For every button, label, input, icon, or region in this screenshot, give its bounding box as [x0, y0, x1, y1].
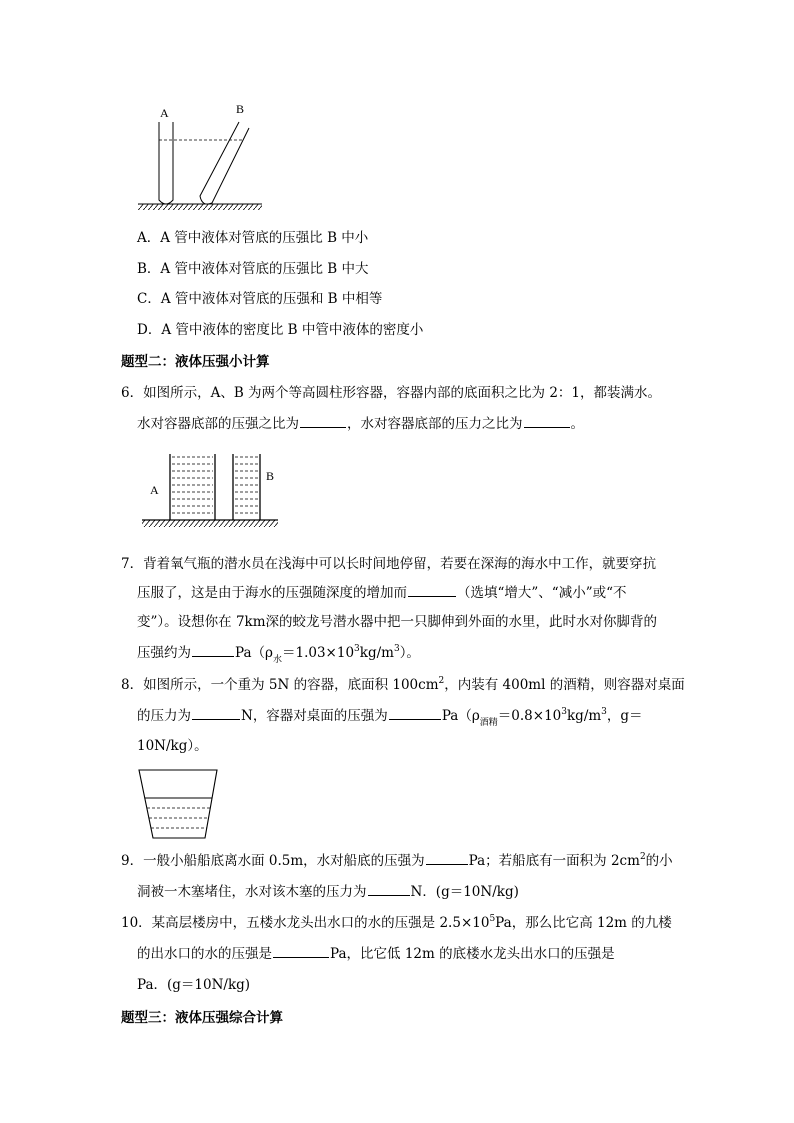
section2-title: 题型二：液体压强小计算 — [121, 354, 270, 370]
container-a-label: A — [150, 483, 159, 497]
q8-blank-pressure[interactable] — [389, 707, 441, 720]
option-a: A．A 管中液体对管底的压强比 B 中小 — [137, 230, 369, 246]
q6-blank-pressure-ratio[interactable] — [300, 415, 346, 428]
q10-line3: Pa．(g＝10N/kg) — [137, 977, 251, 993]
q8-line1: 8．如图所示，一个重为 5N 的容器，底面积 $100cm^2$，内装有 400ml 的酒精，则容器对桌面 — [121, 675, 685, 693]
q7-blank-pressure[interactable] — [192, 644, 234, 657]
tube-a — [159, 122, 173, 204]
option-d: D．A 管中液体的密度比 B 中管中液体的密度小 — [137, 322, 424, 338]
q6-text-b: ，水对容器底部的压力之比为 — [347, 416, 523, 432]
containers-figure — [140, 448, 280, 536]
q9-blank-pressure[interactable] — [426, 852, 468, 865]
q8-line3: 10N/kg）。 — [137, 738, 208, 754]
container-b-label: B — [266, 469, 275, 483]
q8-blank-force[interactable] — [192, 707, 240, 720]
q10-line2: 的出水口的水的压强是 Pa，比它低 12m 的底楼水龙头出水口的压强是 — [137, 946, 615, 962]
q7-line4: 压强约为 $Pa(\rho_水=1.03\times 10^3kg/m^3)$。 — [137, 643, 420, 665]
q6-line2 — [137, 415, 584, 433]
q10-blank-ninth-floor[interactable] — [273, 945, 329, 958]
ground-hatch — [142, 520, 278, 527]
q6-text-a: 水对容器底部的压强之比为 — [137, 416, 299, 432]
section3-title: 题型三：液体压强综合计算 — [121, 1010, 283, 1026]
q7-text-a: 压服了，这是由于海水的压强随深度的增加而 — [137, 585, 407, 601]
tube-b — [200, 122, 249, 204]
option-b: B．A 管中液体对管底的压强比 B 中大 — [137, 261, 369, 277]
q6-text-c: 。 — [570, 416, 584, 432]
q9-line1: 9．一般小船船底离水面 0.5m，水对船底的压强为 Pa；若船底有一面积为 $2cm^2$的小 — [121, 851, 673, 869]
q8-line2: 的压力为 N，容器对桌面的压强为 $Pa(\rho_{酒精}=0.8\times 10^3kg/m^3$，g＝ — [137, 706, 643, 728]
alcohol-container-figure — [137, 768, 221, 840]
q7-line3: 变”）。设想你在 7km深的蛟龙号潜水器中把一只脚伸到外面的水里，此时水对你脚背的 — [137, 614, 658, 630]
q7-blank-change[interactable] — [408, 584, 456, 597]
container-a — [170, 454, 215, 520]
ground-hatch — [138, 204, 262, 210]
tube-b-label: B — [236, 102, 245, 116]
tube-a-label: A — [160, 106, 169, 120]
q9-line2: 洞被一木塞堵住，水对该木塞的压力为 N．(g＝10N/kg) — [137, 884, 519, 900]
tubes-figure — [130, 100, 270, 215]
q7-line1: 7．背着氧气瓶的潜水员在浅海中可以长时间地停留，若要在深海的海水中工作，就要穿抗 — [121, 556, 657, 572]
q6-blank-force-ratio[interactable] — [524, 415, 570, 428]
q7-text-b: （选填“增大”、“减小”或“不 — [457, 585, 627, 601]
option-c: C．A 管中液体对管底的压强和 B 中相等 — [137, 291, 383, 307]
q7-line2 — [137, 584, 627, 602]
liquid-lines — [145, 798, 212, 828]
container-b — [233, 454, 260, 520]
q6-line1: 6．如图所示，A、B 为两个等高圆柱形容器，容器内部的底面积之比为 2：1，都装满水。 — [121, 385, 662, 401]
q9-blank-force[interactable] — [368, 883, 410, 896]
q10-line1: 10．某高层楼房中，五楼水龙头出水口的水的压强是 $2.5\times 10^5Pa$，那么比它高 12m 的九楼 — [121, 913, 672, 931]
q7-text-c: 压强约为 — [137, 645, 191, 661]
